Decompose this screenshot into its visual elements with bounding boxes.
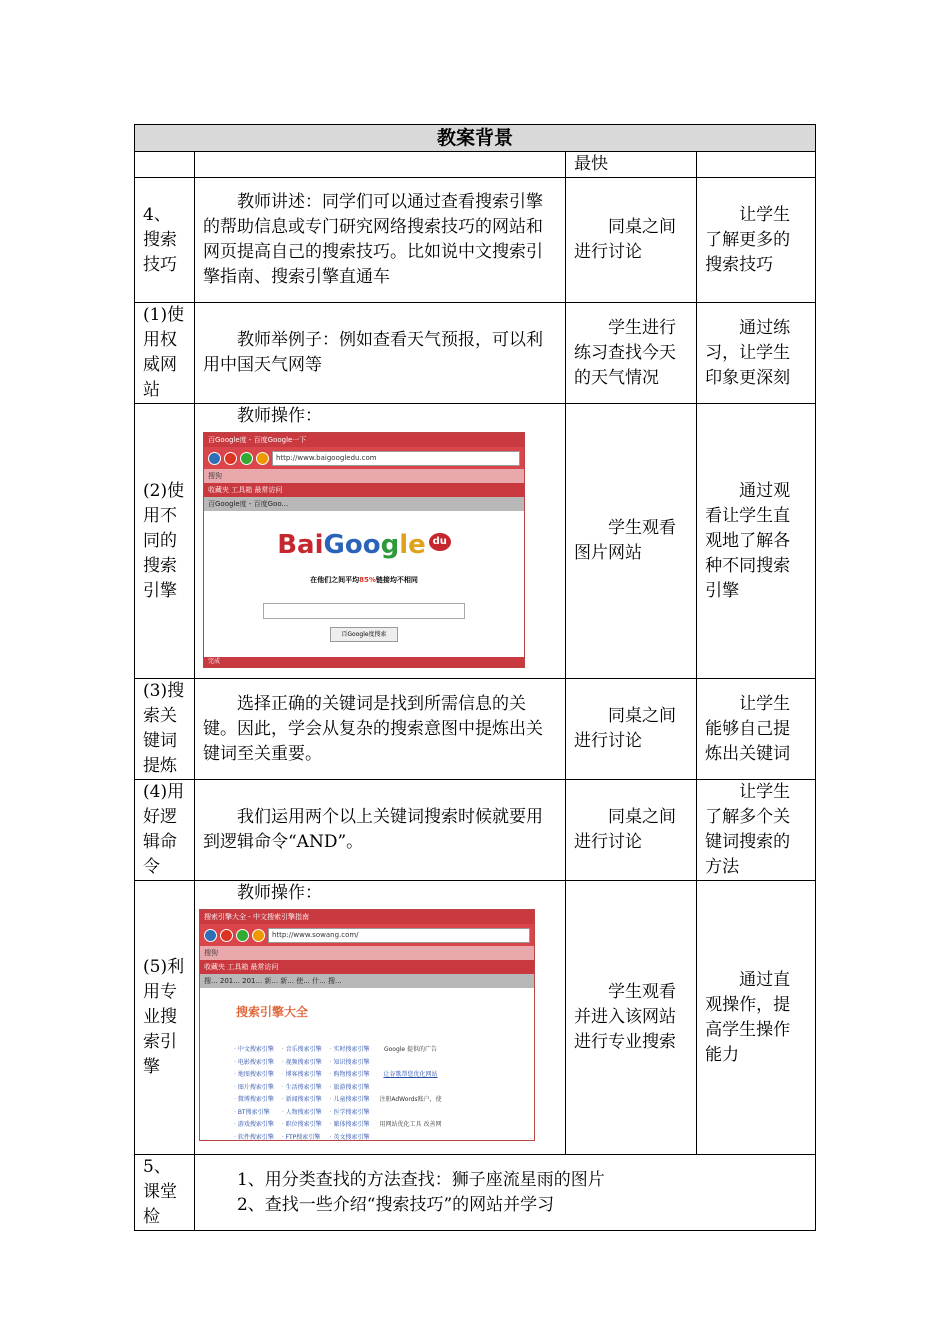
- engine-column: [234, 1037, 274, 1141]
- task-line: 1、用分类查找的方法查找：狮子座流星雨的图片: [236, 1169, 605, 1190]
- engine-link: [282, 1137, 322, 1141]
- cell-purpose: 通过练习，让学生印象更深刻: [697, 303, 816, 404]
- browser-screenshot-sowang: [199, 909, 535, 1141]
- table-row: [135, 1155, 816, 1231]
- table-row: [135, 303, 816, 404]
- cell-method: 同桌之间进行讨论: [566, 780, 697, 881]
- cell-purpose: 让学生了解多个关键词搜索的方法: [697, 780, 816, 881]
- engine-link: · 旅游搜索引擎: [330, 1075, 370, 1088]
- ad-box: [378, 1037, 444, 1141]
- engine-link: · 软件搜索引擎: [234, 1125, 274, 1138]
- table-row: [135, 679, 816, 780]
- cell-purpose: 通过观看让学生直观地了解各种不同搜索引擎: [697, 404, 816, 679]
- ad-text: 注册AdWords账户，使用网站优化工具 改善网: [379, 1096, 442, 1128]
- cell-content: 教师举例子：例如查看天气预报，可以利用中国天气网等: [194, 303, 565, 404]
- cell-method: 学生进行练习查找今天的天气情况: [566, 303, 697, 404]
- browser-page: [200, 988, 534, 1140]
- back-icon: [208, 452, 221, 465]
- cell-step: (3)搜索关键词提炼: [135, 679, 195, 780]
- operation-label: 教师操作：: [236, 883, 322, 903]
- engine-link: · 实时搜索引擎: [330, 1037, 370, 1050]
- search-input: [263, 603, 465, 619]
- cell-content: [194, 881, 565, 1155]
- cell: [697, 152, 816, 178]
- engine-link: · 游戏搜索引擎: [234, 1112, 274, 1125]
- engine-link: · 电影搜索引擎: [234, 1050, 274, 1063]
- browser-titlebar: 百Google度 - 百度Google一下: [204, 433, 524, 447]
- cell-method: 学生观看并进入该网站进行专业搜索: [566, 881, 697, 1155]
- engine-link: · 地图搜索引擎: [234, 1062, 274, 1075]
- cell-step: (1)使用权威网站: [135, 303, 195, 404]
- home-icon: [256, 452, 269, 465]
- home-icon: [252, 929, 265, 942]
- stop-icon: [224, 452, 237, 465]
- cell-purpose: 让学生能够自己提炼出关键词: [697, 679, 816, 780]
- table-row: [135, 404, 816, 679]
- engine-link: · 知识搜索引擎: [330, 1050, 370, 1063]
- engine-column: [282, 1037, 322, 1141]
- address-bar: http://www.baigoogledu.com: [272, 451, 520, 466]
- stop-icon: [220, 929, 233, 942]
- engine-link: · 音乐搜索引擎: [282, 1037, 322, 1050]
- refresh-icon: [236, 929, 249, 942]
- engine-link: · 儿童搜索引擎: [330, 1087, 370, 1100]
- engine-link: · 微博搜索引擎: [234, 1087, 274, 1100]
- browser-tabs: 搜... 201... 201... 新... 新... 使... 什... 搜...: [200, 974, 534, 988]
- cell-step: (2)使用不同的搜索引擎: [135, 404, 195, 679]
- search-bar: 搜狗: [200, 946, 534, 960]
- cell-content: [194, 404, 565, 679]
- operation-label: 教师操作：: [236, 406, 322, 426]
- address-bar: http://www.sowang.com/: [268, 928, 530, 943]
- engine-link: · 图片搜索引擎: [234, 1075, 274, 1088]
- search-button: 百Google度搜索: [330, 627, 398, 642]
- back-icon: [204, 929, 217, 942]
- engine-link: · FTP搜索引擎: [282, 1125, 322, 1138]
- task-line: 2、查找一些介绍“搜索技巧”的网站并学习: [236, 1194, 555, 1215]
- status-bar: 完成: [204, 657, 524, 667]
- cell: [194, 152, 565, 178]
- table-row: [135, 780, 816, 881]
- table-row: [135, 178, 816, 303]
- cell: [135, 152, 195, 178]
- engine-column: [330, 1037, 370, 1141]
- browser-tab: 百Google度 - 百度Goo...: [204, 497, 524, 511]
- engine-link: · 视频搜索引擎: [282, 1050, 322, 1063]
- cell-method: 同桌之间进行讨论: [566, 679, 697, 780]
- engine-link: · 新闻搜索引擎: [282, 1087, 322, 1100]
- engine-link: · 英文搜索引擎: [330, 1125, 370, 1138]
- ad-brand: Google 提供的广告: [383, 1046, 438, 1053]
- baigoogledu-logo: BaiGoogle du: [204, 511, 524, 558]
- cell-method: 最快: [566, 152, 697, 178]
- engine-link: · 购物搜索引擎: [330, 1062, 370, 1075]
- engine-link: [234, 1137, 274, 1141]
- page-heading: 搜索引擎大全: [235, 1005, 308, 1019]
- browser-navbar: [204, 447, 524, 469]
- engine-link: · 博客搜索引擎: [282, 1062, 322, 1075]
- engine-link: · 职位搜索引擎: [282, 1112, 322, 1125]
- browser-titlebar: 搜索引擎大全 - 中文搜索引擎指南: [200, 910, 534, 924]
- ad-link: 让谷歌帮您优化网站: [383, 1071, 438, 1078]
- bookmarks-bar: 收藏夹 工具箱 最常访问: [200, 960, 534, 974]
- cell-step: 4、搜索技巧: [135, 178, 195, 303]
- table-row: [135, 881, 816, 1155]
- engine-link: · 繁体搜索引擎: [330, 1112, 370, 1125]
- browser-screenshot-baigoogledu: [203, 432, 525, 668]
- browser-page: [204, 511, 524, 657]
- cell-step: (5)利用专业搜索引擎: [135, 881, 195, 1155]
- cell-step: (4)用好逻辑命令: [135, 780, 195, 881]
- cell-step: 5、课堂检: [135, 1155, 195, 1231]
- engine-link: · 生活搜索引擎: [282, 1075, 322, 1088]
- table-title: 教案背景: [135, 125, 816, 152]
- lesson-plan-table: [134, 124, 816, 1231]
- bookmarks-bar: 收藏夹 工具箱 最常访问: [204, 483, 524, 497]
- refresh-icon: [240, 452, 253, 465]
- cell-content: [194, 1155, 815, 1231]
- engine-link: · 中文搜索引擎: [234, 1037, 274, 1050]
- cell-method: 同桌之间进行讨论: [566, 178, 697, 303]
- table-row: [135, 152, 816, 178]
- engine-grid: [200, 1025, 534, 1141]
- engine-link: · 医学搜索引擎: [330, 1100, 370, 1113]
- engine-link: · BT搜索引擎: [234, 1100, 274, 1113]
- cell-purpose: 让学生了解更多的搜索技巧: [697, 178, 816, 303]
- cell-content: 我们运用两个以上关键词搜索时候就要用到逻辑命令“AND”。: [194, 780, 565, 881]
- engine-link: · 人物搜索引擎: [282, 1100, 322, 1113]
- search-bar: 搜狗: [204, 469, 524, 483]
- cell-method: 学生观看图片网站: [566, 404, 697, 679]
- engine-link: [330, 1137, 370, 1141]
- cell-purpose: 通过直观操作，提高学生操作能力: [697, 881, 816, 1155]
- cell-content: 选择正确的关键词是找到所需信息的关键。因此，学会从复杂的搜索意图中提炼出关键词至关重要。: [194, 679, 565, 780]
- tagline: 在他们之间平均85%链接均不相同: [310, 576, 418, 584]
- cell-content: 教师讲述：同学们可以通过查看搜索引擎的帮助信息或专门研究网络搜索技巧的网站和网页提高自己的搜索技巧。比如说中文搜索引擎指南、搜索引擎直通车: [194, 178, 565, 303]
- browser-navbar: [200, 924, 534, 946]
